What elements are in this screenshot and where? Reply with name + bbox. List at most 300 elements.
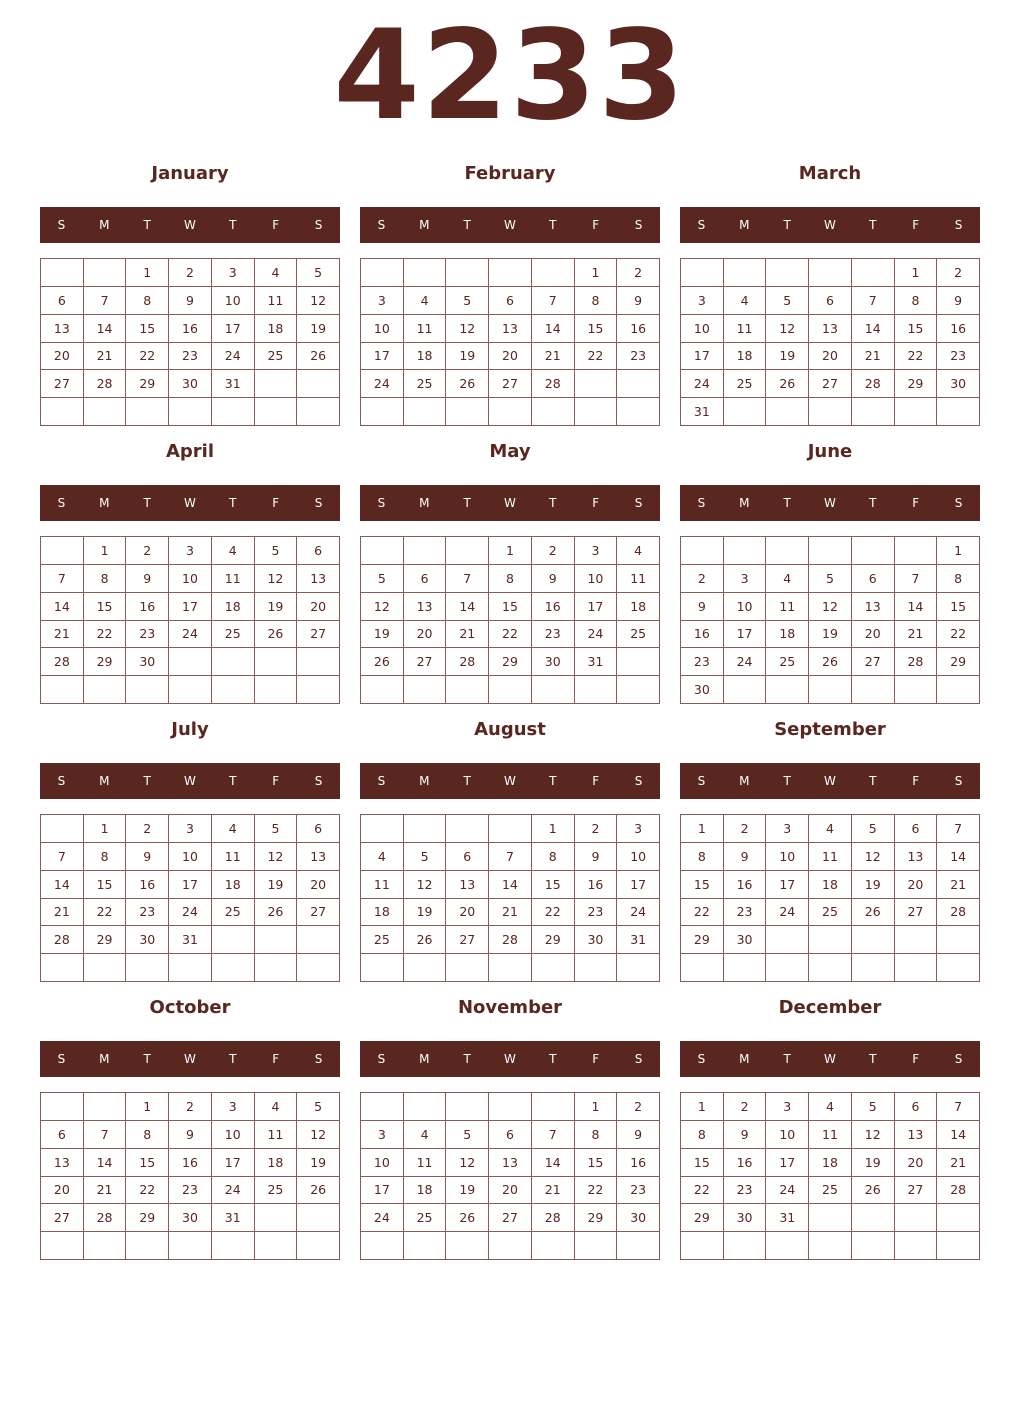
day-cell: 24	[169, 621, 212, 649]
month-april	[40, 435, 340, 713]
day-cell: 17	[169, 593, 212, 621]
day-cell	[575, 1232, 618, 1260]
day-cell: 16	[724, 871, 767, 899]
day-cell: 15	[681, 1149, 724, 1177]
day-cell: 20	[809, 343, 852, 371]
day-cell: 9	[617, 287, 660, 315]
day-cell	[575, 954, 618, 982]
day-cell: 19	[255, 593, 298, 621]
day-cell: 22	[126, 343, 169, 371]
day-cell: 23	[681, 648, 724, 676]
day-cell	[361, 815, 404, 843]
day-cell: 11	[809, 843, 852, 871]
day-cell	[361, 1093, 404, 1121]
weekday-header: W	[184, 496, 196, 510]
day-cell: 14	[84, 1149, 127, 1177]
year-title: 4233	[333, 4, 687, 148]
day-cell: 5	[446, 1121, 489, 1149]
day-cell: 4	[724, 287, 767, 315]
day-cell: 14	[489, 871, 532, 899]
day-cell: 17	[681, 343, 724, 371]
day-cell: 14	[446, 593, 489, 621]
day-cell: 25	[809, 1177, 852, 1205]
day-cell: 14	[41, 593, 84, 621]
day-cell: 8	[937, 565, 980, 593]
day-cell: 30	[169, 1204, 212, 1232]
day-cell	[297, 926, 340, 954]
day-cell: 31	[169, 926, 212, 954]
day-cell: 7	[41, 565, 84, 593]
day-cell: 12	[361, 593, 404, 621]
day-cell	[532, 259, 575, 287]
day-cell: 1	[532, 815, 575, 843]
day-cell: 21	[489, 899, 532, 927]
weekday-header: F	[272, 496, 280, 510]
day-cell: 3	[212, 1093, 255, 1121]
day-cell	[255, 398, 298, 426]
day-cell: 20	[895, 1149, 938, 1177]
day-cell: 22	[84, 899, 127, 927]
month-august	[360, 713, 660, 991]
weekday-header: W	[824, 1052, 836, 1066]
day-cell: 9	[617, 1121, 660, 1149]
day-cell: 6	[489, 287, 532, 315]
day-cell: 11	[255, 1121, 298, 1149]
day-cell: 17	[617, 871, 660, 899]
day-cell: 22	[126, 1177, 169, 1205]
day-cell: 13	[895, 843, 938, 871]
weekday-header: M	[99, 218, 110, 232]
day-cell	[766, 954, 809, 982]
day-cell: 27	[297, 621, 340, 649]
day-cell: 24	[766, 1177, 809, 1205]
day-cell	[41, 537, 84, 565]
day-cell	[937, 1232, 980, 1260]
day-cell: 21	[852, 343, 895, 371]
day-cell: 4	[212, 815, 255, 843]
day-cell: 9	[681, 593, 724, 621]
day-cell	[532, 1232, 575, 1260]
day-cell	[895, 537, 938, 565]
weekday-header: S	[634, 1052, 643, 1066]
day-cell	[169, 954, 212, 982]
day-cell: 26	[766, 370, 809, 398]
day-cell	[809, 926, 852, 954]
day-cell: 27	[41, 1204, 84, 1232]
day-cell: 31	[212, 370, 255, 398]
weekday-header: S	[377, 774, 386, 788]
month-october	[40, 991, 340, 1269]
weekday-header-bar	[360, 207, 660, 243]
day-grid	[40, 814, 340, 982]
month-july	[40, 713, 340, 991]
day-cell	[532, 676, 575, 704]
day-cell: 5	[297, 1093, 340, 1121]
day-cell: 18	[255, 1149, 298, 1177]
day-cell: 9	[724, 843, 767, 871]
day-cell: 10	[681, 315, 724, 343]
day-cell: 26	[446, 1204, 489, 1232]
day-cell: 24	[766, 899, 809, 927]
month-name: November	[457, 997, 563, 1018]
day-cell: 26	[809, 648, 852, 676]
day-cell	[84, 1232, 127, 1260]
day-cell: 3	[169, 815, 212, 843]
month-name: January	[151, 163, 229, 184]
weekday-header-bar	[360, 485, 660, 521]
day-cell: 5	[361, 565, 404, 593]
day-cell: 29	[126, 370, 169, 398]
day-cell: 11	[212, 565, 255, 593]
day-cell: 15	[895, 315, 938, 343]
day-cell: 4	[404, 1121, 447, 1149]
day-cell: 5	[809, 565, 852, 593]
day-cell: 18	[809, 871, 852, 899]
day-cell: 25	[404, 370, 447, 398]
day-cell: 15	[84, 871, 127, 899]
weekday-header: T	[229, 218, 237, 232]
day-cell: 28	[852, 370, 895, 398]
day-cell: 7	[84, 287, 127, 315]
day-cell	[361, 676, 404, 704]
day-cell: 22	[532, 899, 575, 927]
weekday-header-bar	[40, 485, 340, 521]
day-cell: 6	[809, 287, 852, 315]
day-cell	[446, 815, 489, 843]
day-cell	[937, 676, 980, 704]
weekday-header: S	[954, 496, 963, 510]
day-cell	[724, 537, 767, 565]
day-cell: 15	[126, 1149, 169, 1177]
day-cell	[895, 1232, 938, 1260]
weekday-header-bar	[680, 485, 980, 521]
day-cell	[724, 676, 767, 704]
day-cell	[489, 676, 532, 704]
day-cell: 7	[895, 565, 938, 593]
weekday-header: T	[143, 496, 151, 510]
day-cell	[41, 815, 84, 843]
day-cell	[617, 370, 660, 398]
day-cell: 29	[532, 926, 575, 954]
day-cell: 13	[809, 315, 852, 343]
day-cell: 16	[126, 593, 169, 621]
day-cell: 3	[169, 537, 212, 565]
day-cell: 31	[681, 398, 724, 426]
day-cell	[532, 1093, 575, 1121]
day-cell	[255, 926, 298, 954]
day-cell: 4	[361, 843, 404, 871]
day-cell: 4	[404, 287, 447, 315]
day-cell	[809, 1232, 852, 1260]
day-cell	[446, 259, 489, 287]
day-cell: 18	[404, 1177, 447, 1205]
day-grid	[680, 1092, 980, 1260]
day-cell: 22	[575, 1177, 618, 1205]
day-cell	[404, 676, 447, 704]
day-cell	[41, 954, 84, 982]
day-cell: 20	[489, 343, 532, 371]
weekday-header: M	[739, 218, 750, 232]
day-cell: 12	[297, 1121, 340, 1149]
day-cell: 30	[681, 676, 724, 704]
weekday-header: S	[314, 774, 323, 788]
day-cell	[404, 1093, 447, 1121]
day-cell: 1	[575, 259, 618, 287]
day-cell: 10	[766, 1121, 809, 1149]
day-cell	[724, 1232, 767, 1260]
day-cell: 29	[84, 648, 127, 676]
weekday-header: F	[272, 218, 280, 232]
day-cell: 8	[575, 287, 618, 315]
day-cell: 28	[84, 1204, 127, 1232]
day-cell: 5	[446, 287, 489, 315]
day-cell: 26	[446, 370, 489, 398]
day-cell	[852, 259, 895, 287]
day-cell: 5	[255, 815, 298, 843]
day-cell	[681, 1232, 724, 1260]
day-cell	[809, 259, 852, 287]
day-cell	[255, 648, 298, 676]
day-cell	[489, 1232, 532, 1260]
day-cell: 1	[84, 815, 127, 843]
day-cell: 16	[126, 871, 169, 899]
day-cell: 19	[297, 315, 340, 343]
day-cell	[809, 1204, 852, 1232]
day-grid	[360, 1092, 660, 1260]
month-name: September	[774, 719, 886, 740]
day-cell	[361, 954, 404, 982]
day-cell	[617, 954, 660, 982]
day-cell	[809, 537, 852, 565]
day-cell: 1	[681, 1093, 724, 1121]
day-cell: 28	[937, 899, 980, 927]
day-cell	[766, 398, 809, 426]
day-cell: 28	[895, 648, 938, 676]
day-cell	[766, 1232, 809, 1260]
weekday-header: S	[57, 1052, 66, 1066]
day-cell: 20	[489, 1177, 532, 1205]
day-cell: 15	[84, 593, 127, 621]
day-cell: 9	[575, 843, 618, 871]
day-cell: 29	[575, 1204, 618, 1232]
day-cell: 29	[84, 926, 127, 954]
day-cell: 8	[681, 1121, 724, 1149]
weekday-header: T	[463, 1052, 471, 1066]
day-cell: 4	[766, 565, 809, 593]
day-cell: 19	[809, 621, 852, 649]
day-cell: 12	[404, 871, 447, 899]
day-cell: 18	[404, 343, 447, 371]
weekday-header-bar	[360, 763, 660, 799]
weekday-header: T	[143, 218, 151, 232]
day-cell: 11	[724, 315, 767, 343]
day-cell: 20	[41, 343, 84, 371]
weekday-header: T	[229, 496, 237, 510]
day-cell: 20	[404, 621, 447, 649]
day-cell	[724, 398, 767, 426]
day-cell	[212, 1232, 255, 1260]
weekday-header: F	[272, 774, 280, 788]
day-cell	[41, 398, 84, 426]
day-cell: 19	[255, 871, 298, 899]
day-cell: 26	[852, 899, 895, 927]
day-cell: 25	[255, 1177, 298, 1205]
day-cell: 11	[404, 1149, 447, 1177]
day-cell: 19	[766, 343, 809, 371]
day-cell: 20	[41, 1177, 84, 1205]
day-cell	[532, 398, 575, 426]
day-cell: 22	[681, 899, 724, 927]
day-cell: 13	[297, 843, 340, 871]
day-cell	[255, 1204, 298, 1232]
weekday-header-bar	[40, 207, 340, 243]
day-cell: 3	[617, 815, 660, 843]
day-cell: 13	[404, 593, 447, 621]
weekday-header: M	[419, 1052, 430, 1066]
day-cell	[126, 398, 169, 426]
weekday-header: T	[463, 496, 471, 510]
day-cell: 9	[126, 565, 169, 593]
day-cell: 13	[895, 1121, 938, 1149]
day-cell: 11	[809, 1121, 852, 1149]
weekday-header: F	[912, 218, 920, 232]
day-cell: 10	[766, 843, 809, 871]
day-cell: 8	[126, 287, 169, 315]
weekday-header: M	[99, 1052, 110, 1066]
day-cell	[212, 926, 255, 954]
day-cell: 27	[489, 1204, 532, 1232]
day-cell	[126, 1232, 169, 1260]
weekday-header: T	[549, 1052, 557, 1066]
day-cell: 25	[766, 648, 809, 676]
month-name: June	[807, 441, 853, 462]
month-name: February	[464, 163, 556, 184]
day-cell	[404, 815, 447, 843]
day-cell: 6	[895, 1093, 938, 1121]
weekday-header: S	[697, 774, 706, 788]
weekday-header: S	[57, 496, 66, 510]
day-cell	[937, 926, 980, 954]
month-june	[680, 435, 980, 713]
day-cell	[446, 537, 489, 565]
day-cell: 24	[361, 370, 404, 398]
day-grid	[40, 536, 340, 704]
day-cell: 16	[617, 315, 660, 343]
day-cell: 17	[361, 343, 404, 371]
day-cell: 4	[809, 1093, 852, 1121]
day-cell	[489, 1093, 532, 1121]
day-cell	[297, 648, 340, 676]
day-cell: 29	[126, 1204, 169, 1232]
day-cell: 6	[446, 843, 489, 871]
day-cell: 28	[532, 370, 575, 398]
day-cell: 12	[255, 843, 298, 871]
day-cell: 7	[84, 1121, 127, 1149]
day-cell: 23	[724, 899, 767, 927]
day-cell: 13	[41, 1149, 84, 1177]
day-cell: 30	[617, 1204, 660, 1232]
weekday-header: S	[314, 496, 323, 510]
day-cell: 26	[297, 343, 340, 371]
day-cell: 28	[41, 648, 84, 676]
weekday-header-bar	[680, 1041, 980, 1077]
day-cell: 23	[532, 621, 575, 649]
day-cell: 27	[895, 1177, 938, 1205]
day-cell: 21	[41, 899, 84, 927]
day-cell	[446, 1232, 489, 1260]
day-cell: 12	[255, 565, 298, 593]
day-cell	[895, 1204, 938, 1232]
day-cell: 20	[895, 871, 938, 899]
day-cell	[489, 815, 532, 843]
day-cell: 1	[895, 259, 938, 287]
day-cell: 14	[532, 315, 575, 343]
day-cell	[361, 1232, 404, 1260]
day-cell: 11	[361, 871, 404, 899]
day-cell	[809, 676, 852, 704]
day-cell: 23	[169, 343, 212, 371]
day-cell: 24	[575, 621, 618, 649]
day-cell	[169, 1232, 212, 1260]
day-cell: 8	[575, 1121, 618, 1149]
day-cell: 19	[446, 343, 489, 371]
day-cell: 12	[297, 287, 340, 315]
months-grid	[40, 157, 980, 1269]
day-cell: 22	[575, 343, 618, 371]
day-cell: 2	[532, 537, 575, 565]
day-cell: 6	[297, 815, 340, 843]
day-cell	[937, 1204, 980, 1232]
day-cell: 1	[84, 537, 127, 565]
day-cell: 10	[169, 843, 212, 871]
weekday-header: M	[99, 774, 110, 788]
day-cell	[681, 954, 724, 982]
weekday-header: T	[783, 218, 791, 232]
month-name: August	[474, 719, 546, 740]
weekday-header: S	[634, 496, 643, 510]
day-cell: 11	[617, 565, 660, 593]
day-cell: 20	[297, 871, 340, 899]
day-cell: 28	[84, 370, 127, 398]
day-cell: 10	[361, 1149, 404, 1177]
weekday-header: S	[377, 1052, 386, 1066]
weekday-header-bar	[360, 1041, 660, 1077]
day-cell: 6	[895, 815, 938, 843]
day-cell: 10	[361, 315, 404, 343]
day-cell: 30	[532, 648, 575, 676]
day-cell: 15	[681, 871, 724, 899]
day-cell: 18	[212, 593, 255, 621]
weekday-header: F	[592, 496, 600, 510]
month-december	[680, 991, 980, 1269]
weekday-header-bar	[40, 1041, 340, 1077]
day-cell	[404, 537, 447, 565]
day-cell	[446, 676, 489, 704]
day-cell: 7	[41, 843, 84, 871]
day-cell: 20	[852, 621, 895, 649]
day-cell: 28	[41, 926, 84, 954]
day-cell: 2	[681, 565, 724, 593]
day-cell: 31	[766, 1204, 809, 1232]
day-cell: 3	[766, 815, 809, 843]
weekday-header: W	[504, 774, 516, 788]
day-cell: 23	[617, 1177, 660, 1205]
day-cell: 7	[852, 287, 895, 315]
day-cell: 21	[84, 1177, 127, 1205]
day-cell: 22	[681, 1177, 724, 1205]
day-cell: 21	[446, 621, 489, 649]
day-grid	[40, 258, 340, 426]
